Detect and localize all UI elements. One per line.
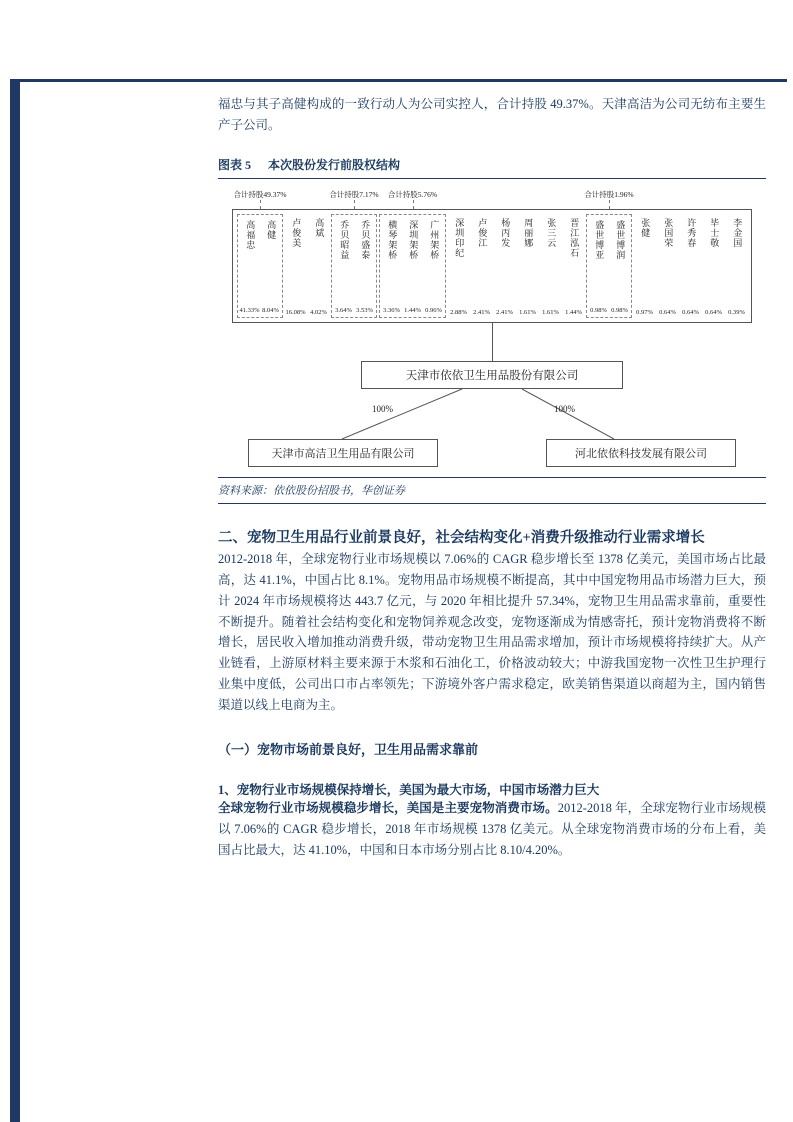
shareholder-column [634, 214, 655, 318]
shareholder-column [726, 214, 747, 318]
shareholder-name: 乔贝盛泰 [360, 219, 371, 260]
subsidiary-connector-lines [222, 389, 762, 439]
closing-paragraph [218, 798, 766, 860]
shareholder-percent: 1.44% [404, 306, 421, 314]
group-connector-line [609, 200, 610, 209]
shareholder-percent: 16.08% [285, 308, 306, 316]
shareholder-percent: 0.96% [425, 306, 442, 314]
shareholder-percent: 0.98% [590, 306, 607, 314]
header-rule [10, 79, 787, 82]
shareholder-column [680, 214, 701, 318]
shareholder-name: 李金国 [732, 217, 743, 248]
page-content [218, 94, 766, 861]
shareholder-name: 周丽娜 [523, 217, 534, 248]
shareholder-column [517, 214, 538, 318]
shareholder-percent: 2.88% [450, 308, 467, 316]
figure-block [218, 156, 766, 504]
subsidiary-box-hebei: 河北依依科技发展有限公司 [546, 439, 736, 467]
shareholder-percent: 4.02% [310, 308, 327, 316]
shareholder-column [381, 216, 402, 316]
shareholder-column [423, 216, 444, 316]
group-connector-line [260, 200, 261, 209]
equity-structure-diagram [222, 185, 762, 467]
group-total-label: 合计持股7.17% [329, 189, 379, 199]
shareholder-name: 晋江泓石 [569, 217, 580, 258]
shareholder-percent: 8.04% [262, 306, 279, 314]
shareholder-column [308, 214, 329, 318]
section-paragraph: 2012-2018 年，全球宠物行业市场规模以 7.06%的 CAGR 稳步增长至 1378 亿美元，美国市场占比最高，达 41.1%，中国占比 8.1%。宠物用品市场规模不断提高，其中中国宠物用品市场潜力巨大，预计 2024 年市场规模将达 443.7 亿元，与 2020 年相比提升 57.34%，宠物卫生用品需求靠前，重要性不断提升。随着社会结构变化和宠物饲养观念改变，宠物逐渐成为情感寄托，预计宠物消费将不断增长，居民收入增加推动消费升级，带动宠物卫生用品需求增加，预计市场规模将持续扩大。从产业链看，上游原材料主要来源于木浆和石油化工，价格波动较大；中游我国宠物一次性卫生护理行业集中度低，公司出口市占率领先；下游境外客户需求稳定，欧美销售渠道以商超为主，国内销售渠道以线上电商为主。 [218, 552, 766, 712]
shareholder-percent: 1.61% [519, 308, 536, 316]
shareholder-column [448, 214, 469, 318]
main-connector-line [492, 323, 493, 361]
shareholder-column [402, 216, 423, 316]
group-total-label: 合计持股49.37% [233, 189, 287, 199]
point-heading: 1、宠物行业市场规模保持增长，美国为最大市场，中国市场潜力巨大 [218, 783, 600, 798]
shareholder-group [237, 214, 283, 318]
subsidiary-connectors [222, 389, 762, 439]
shareholder-percent: 0.64% [705, 308, 722, 316]
shareholder-group [379, 214, 446, 318]
subsection-heading: （一）宠物市场前景良好，卫生用品需求靠前 [218, 742, 479, 758]
shareholder-name: 深圳印纪 [454, 217, 465, 258]
figure-header [218, 156, 766, 179]
shareholder-row [233, 210, 751, 322]
shareholder-column [471, 214, 492, 318]
shareholder-group [331, 214, 377, 318]
shareholder-name: 张健 [640, 217, 651, 238]
closing-paragraph-rest: 2012-2018 年，全球宠物行业市场规模以 7.06%的 CAGR 稳步增长，2018 年市场规模 1378 亿美元。从全球宠物消费市场的分布上看，美国占比最大，达 41.10%，中国和日本市场分别占比 8.10/4.20%。 [218, 801, 766, 857]
shareholder-column [333, 216, 354, 316]
shareholder-percent: 3.36% [383, 306, 400, 314]
shareholder-name: 横琴架桥 [387, 219, 398, 260]
shareholder-column [609, 216, 630, 316]
shareholder-percent: 0.97% [636, 308, 653, 316]
shareholder-name: 卢俊江 [477, 217, 488, 248]
shareholder-column [239, 216, 260, 316]
figure-source: 资料来源：依依股份招股书，华创证券 [218, 477, 766, 504]
shareholder-name: 卢俊美 [291, 217, 302, 248]
shareholder-name: 盛世博亚 [594, 219, 605, 260]
figure-title: 本次股份发行前股权结构 [268, 157, 401, 172]
figure-label: 图表 5 [218, 157, 252, 172]
section-heading: 二、宠物卫生用品行业前景良好，社会结构变化+消费升级推动行业需求增长 [218, 529, 705, 546]
shareholder-column [354, 216, 375, 316]
shareholder-percent: 1.61% [542, 308, 559, 316]
shareholder-percent: 0.64% [682, 308, 699, 316]
shareholder-column [703, 214, 724, 318]
shareholder-column [563, 214, 584, 318]
shareholder-name: 毕士敬 [709, 217, 720, 248]
shareholder-percent: 3.64% [335, 306, 352, 314]
shareholder-percent: 3.53% [356, 306, 373, 314]
shareholder-name: 深圳架桥 [408, 219, 419, 260]
closing-paragraph-lead: 全球宠物行业市场规模稳步增长，美国是主要宠物消费市场。 [218, 801, 558, 816]
shareholders-box [232, 209, 752, 323]
shareholder-percent: 1.44% [565, 308, 582, 316]
main-company-box: 天津市依依卫生用品股份有限公司 [361, 361, 623, 389]
shareholder-name: 张国荣 [663, 217, 674, 248]
shareholder-name: 高斌 [314, 217, 325, 238]
shareholder-column [494, 214, 515, 318]
shareholder-name: 高健 [266, 219, 277, 240]
shareholder-name: 广州架桥 [429, 219, 440, 260]
group-labels-layer [222, 185, 762, 209]
shareholder-name: 张三云 [546, 217, 557, 248]
shareholder-percent: 0.64% [659, 308, 676, 316]
group-total-label: 合计持股1.96% [584, 189, 634, 199]
group-connector-line [413, 200, 414, 209]
shareholder-name: 乔贝昭益 [339, 219, 350, 260]
shareholder-name: 许秀春 [686, 217, 697, 248]
left-edge-bar [10, 79, 20, 1122]
intro-paragraph: 福忠与其子高健构成的一致行动人为公司实控人，合计持股 49.37%。天津高洁为公司无纺布主要生产子公司。 [218, 97, 766, 132]
subsidiaries-row [222, 439, 762, 467]
shareholder-percent: 0.39% [728, 308, 745, 316]
shareholder-percent: 2.41% [496, 308, 513, 316]
group-connector-line [354, 200, 355, 209]
shareholder-column [657, 214, 678, 318]
ownership-pct-right: 100% [554, 403, 575, 414]
shareholder-column [540, 214, 561, 318]
shareholder-percent: 2.41% [473, 308, 490, 316]
group-total-label: 合计持股5.76% [387, 189, 438, 199]
shareholder-column [588, 216, 609, 316]
shareholder-name: 杨丙发 [500, 217, 511, 248]
ownership-pct-left: 100% [372, 403, 393, 414]
shareholder-group [586, 214, 632, 318]
shareholder-percent: 41.33% [239, 306, 260, 314]
subsidiary-box-gaojie: 天津市高洁卫生用品有限公司 [248, 439, 438, 467]
shareholder-column [285, 214, 306, 318]
shareholder-percent: 0.98% [611, 306, 628, 314]
shareholder-name: 高福忠 [245, 219, 256, 250]
shareholder-name: 盛世博润 [615, 219, 626, 260]
shareholder-column [260, 216, 281, 316]
